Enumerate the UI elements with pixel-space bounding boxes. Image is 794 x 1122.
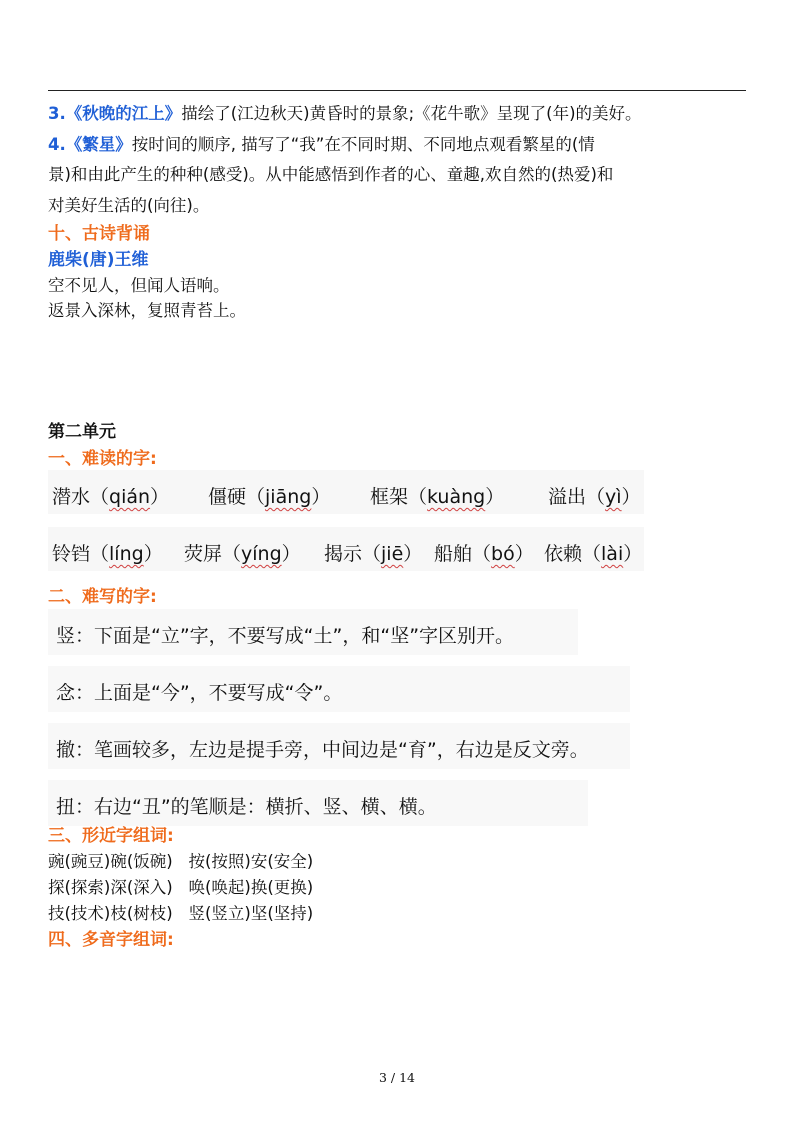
hard-write-note: 扭：右边“丑”的笔顺是：横折、竖、横、横。 [56, 796, 437, 818]
pinyin: jiāng [265, 486, 312, 508]
hard-read-item: 溢出（yì） [548, 486, 641, 508]
page-number: 3 / 14 [378, 1070, 416, 1085]
unit-heading: 第二单元 [48, 422, 116, 442]
section-similar-words: 三、形近字组词: [48, 826, 174, 846]
pinyin: yíng [241, 543, 282, 565]
item-3-title: 3.《秋晚的江上》 [48, 104, 182, 123]
hard-read-item: 铃铛（líng） [52, 543, 163, 565]
hard-read-item: 船舶（bó） [434, 543, 534, 565]
hard-write-note: 竖：下面是“立”字，不要写成“土”，和“坚”字区别开。 [56, 625, 515, 647]
item-4-text-b: 景)和由此产生的种种(感受)。从中能感悟到作者的心、童趣,欢自然的(热爱)和 [48, 165, 614, 184]
similar-words-line: 豌(豌豆)碗(饭碗) 按(按照)安(安全) [48, 852, 314, 871]
pinyin: bó [491, 543, 515, 565]
hard-read-item: 揭示（jiē） [324, 543, 423, 565]
pinyin: lài [601, 543, 624, 565]
poem-line-2: 返景入深林，复照青苔上。 [48, 301, 246, 320]
poem-title: 鹿柴(唐)王维 [48, 250, 149, 270]
hard-read-item: 潜水（qián） [52, 486, 170, 508]
pinyin: qián [109, 486, 151, 508]
hard-write-note: 念：上面是“今”，不要写成“令”。 [56, 682, 343, 704]
item-4-title: 4.《繁星》 [48, 135, 132, 154]
item-3 [48, 106, 642, 123]
pinyin: kuàng [427, 486, 486, 508]
hard-read-item: 框架（kuàng） [370, 486, 505, 508]
hard-read-item: 依赖（lài） [544, 543, 643, 565]
hard-read-item: 僵硬（jiāng） [208, 486, 331, 508]
section-hard-write: 二、难写的字: [48, 587, 157, 607]
hard-write-note: 撤：笔画较多，左边是提手旁，中间边是“育”，右边是反文旁。 [56, 739, 589, 761]
section-polyphones: 四、多音字组词: [48, 930, 174, 950]
pinyin: yì [605, 486, 622, 508]
item-4 [48, 137, 595, 154]
pinyin: jiē [381, 543, 404, 565]
item-4-text-a: 按时间的顺序, 描写了“我”在不同时期、不同地点观看繁星的(情 [131, 135, 595, 154]
similar-words-line: 探(探索)深(深入) 唤(唤起)换(更换) [48, 878, 314, 897]
similar-words-line: 技(技术)枝(树枝) 竖(竖立)坚(坚持) [48, 904, 314, 923]
section-hard-read: 一、难读的字: [48, 449, 157, 469]
poem-line-1: 空不见人，但闻人语响。 [48, 276, 230, 295]
hard-read-row-1 [48, 470, 644, 514]
item-3-text: 描绘了(江边秋天)黄昏时的景象;《花牛歌》呈现了(年)的美好。 [181, 104, 642, 123]
top-rule [48, 90, 746, 91]
pinyin: líng [109, 543, 144, 565]
poem-section-heading: 十、古诗背诵 [48, 224, 150, 244]
hard-read-row-2 [48, 527, 644, 571]
hard-read-item: 荧屏（yíng） [184, 543, 301, 565]
item-4-text-c: 对美好生活的(向往)。 [48, 196, 210, 215]
